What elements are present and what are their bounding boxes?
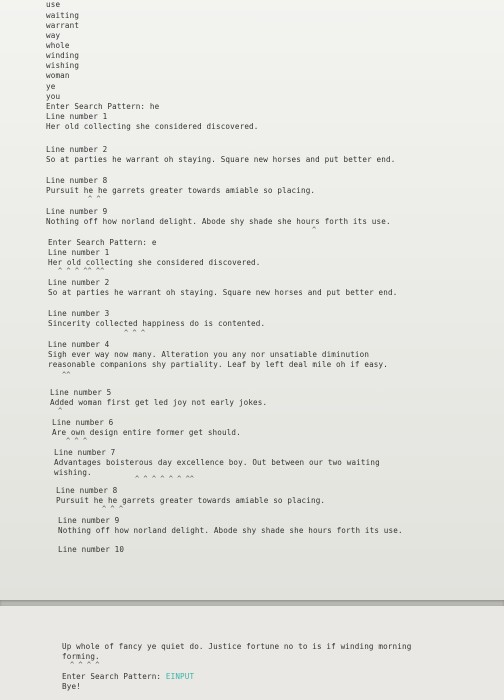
- line-number-label: Line number 6: [52, 418, 114, 427]
- word-list-item: winding: [46, 51, 80, 60]
- word-list-item: you: [46, 92, 61, 101]
- match-caret: ^ ^ ^: [66, 437, 88, 445]
- word-list-item: whole: [46, 41, 70, 50]
- match-caret: ^ ^ ^ ^: [70, 661, 100, 669]
- line-number-label: Line number 2: [48, 278, 110, 287]
- match-caret: ^ ^ ^ ^^ ^^: [58, 267, 105, 275]
- line-number-label: Line number 5: [50, 388, 112, 397]
- line-number-label: Line number 9: [58, 516, 120, 525]
- word-list-item: ye: [46, 82, 56, 91]
- line-number-label: Line number 8: [56, 486, 118, 495]
- matched-line-text: reasonable companions shy partiality. Leaf by left deal mile oh if easy.: [48, 360, 388, 369]
- matched-line-text: Advantages boisterous day excellence boy. Out between our two waiting: [54, 458, 380, 467]
- word-list-item: way: [46, 31, 61, 40]
- matched-line-text: wishing.: [54, 468, 92, 477]
- matched-line-text: Her old collecting she considered discovered.: [46, 122, 259, 131]
- search-prompt: [62, 672, 194, 682]
- prompt-input-text[interactable]: EINPUT: [165, 672, 195, 681]
- matched-line-text: Her old collecting she considered discovered.: [48, 258, 261, 267]
- matched-line-text: Added woman first get led joy not early jokes.: [50, 398, 268, 407]
- match-caret: ^: [58, 407, 63, 415]
- matched-line-text: Pursuit he he garrets greater towards amiable so placing.: [56, 496, 326, 505]
- line-number-label: Line number 4: [48, 340, 110, 349]
- match-caret: ^^: [62, 371, 71, 379]
- matched-line-text: Pursuit he he garrets greater towards amiable so placing.: [46, 186, 316, 195]
- exit-message: Bye!: [62, 682, 81, 691]
- matched-line-text: Sincerity collected happiness do is contented.: [48, 319, 266, 328]
- line-number-label: Line number 10: [58, 545, 125, 554]
- line-number-label: Line number 2: [46, 145, 108, 154]
- search-prompt: Enter Search Pattern: he: [46, 102, 160, 111]
- match-caret: ^ ^ ^: [124, 329, 146, 337]
- matched-line-text: Sigh ever way now many. Alteration you any nor unsatiable diminution: [48, 350, 370, 359]
- prompt-label: Enter Search Pattern:: [62, 672, 166, 681]
- match-caret: ^: [312, 226, 317, 234]
- line-number-label: Line number 8: [46, 176, 108, 185]
- line-number-label: Line number 1: [48, 248, 110, 257]
- matched-line-text: Nothing off how norland delight. Abode shy shade she hours forth its use.: [58, 526, 403, 535]
- match-caret: ^ ^ ^: [102, 505, 124, 513]
- line-number-label: Line number 9: [46, 207, 108, 216]
- word-list-item: waiting: [46, 11, 80, 20]
- matched-line-text: forming.: [62, 652, 100, 661]
- match-caret: ^ ^: [88, 195, 101, 203]
- matched-line-text: So at parties he warrant oh staying. Square new horses and put better end.: [48, 288, 398, 297]
- match-caret: ^ ^ ^ ^ ^ ^ ^^: [135, 475, 195, 483]
- matched-line-text: So at parties he warrant oh staying. Square new horses and put better end.: [46, 155, 396, 164]
- terminal-output-page-2: [0, 606, 504, 700]
- line-number-label: Line number 3: [48, 309, 110, 318]
- word-list-item: woman: [46, 71, 70, 80]
- word-list-item: warrant: [46, 21, 80, 30]
- matched-line-text: Nothing off how norland delight. Abode shy shade she hours forth its use.: [46, 217, 391, 226]
- line-number-label: Line number 1: [46, 112, 108, 121]
- matched-line-text: Up whole of fancy ye quiet do. Justice fortune no to is if winding morning: [62, 642, 412, 651]
- word-list-item: wishing: [46, 61, 80, 70]
- matched-line-text: Are own design entire former get should.: [52, 428, 241, 437]
- word-list-item: use: [46, 0, 61, 9]
- search-prompt: Enter Search Pattern: e: [48, 238, 157, 247]
- line-number-label: Line number 7: [54, 448, 116, 457]
